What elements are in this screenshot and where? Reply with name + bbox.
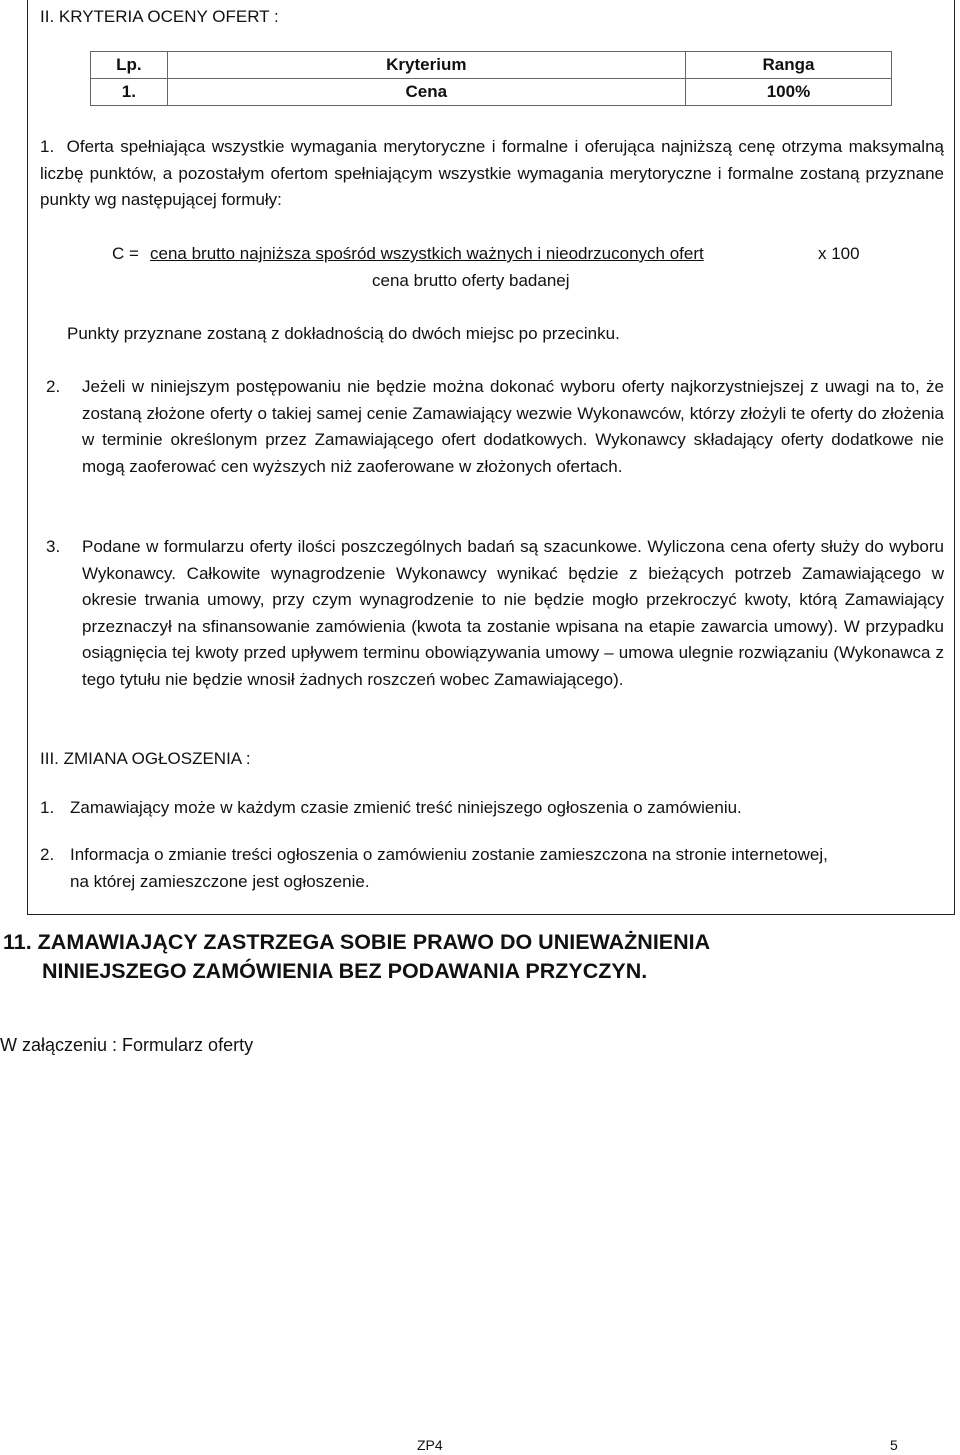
paragraph-1 [40,134,944,214]
header-ranga: Ranga [685,52,891,79]
cell-lp: 1. [91,79,168,106]
criteria-table [90,51,892,106]
section-2-title: II. KRYTERIA OCENY OFERT : [40,7,279,26]
cell-ranga: 100% [685,79,891,106]
table-header-row [91,52,892,79]
formula-denominator: cena brutto oferty badanej [372,271,570,290]
table-row [91,79,892,106]
paragraph-3-text: Podane w formularzu oferty ilości poszczególnych badań są szacunkowe. Wyliczona cena oferty służy do wyboru Wykonawcy. Całkowite wynagrodzenie Wykonawcy wynikać będzie z bieżących potrzeb Zamawiającego w okresie trwania umowy, przy czym wynagrodzenie to nie będzie mogło przekroczyć kwoty, którą Zamawiający przeznaczył na sfinansowanie zamówienia (kwota ta zostanie wpisana na etapie zawarcia umowy). W przypadku osiągnięcia tej kwoty przed upływem terminu obowiązywania umowy – umowa ulegnie rozwiązaniu (Wykonawca z tego tytułu nie będzie wnosił żadnych roszczeń wobec Zamawiającego). [82,537,944,689]
cell-kryterium: Cena [167,79,685,106]
attachment-note: W załączeniu : Formularz oferty [0,1035,254,1055]
footer-code: ZP4 [417,1437,443,1453]
section-3-item-1-text: Zamawiający może w każdym czasie zmienić treść niniejszego ogłoszenia o zamówieniu. [70,798,742,817]
paragraph-3-number: 3. [46,537,61,556]
formula-multiplier: x 100 [818,244,860,263]
paragraph-2 [46,374,944,480]
cancellation-clause-line-2: NINIEJSZEGO ZAMÓWIENIA BEZ PODAWANIA PRZYCZYN. [42,959,648,983]
paragraph-1-number: 1. [40,137,55,156]
header-lp: Lp. [91,52,168,79]
paragraph-2-number: 2. [46,377,61,396]
precision-note: Punkty przyznane zostaną z dokładnością do dwóch miejsc po przecinku. [67,324,620,343]
cancellation-clause-line-1: 11. ZAMAWIAJĄCY ZASTRZEGA SOBIE PRAWO DO UNIEWAŻNIENIA [3,930,711,954]
paragraph-1-text: Oferta spełniająca wszystkie wymagania merytoryczne i formalne i oferująca najniższą cenę otrzyma maksymalną liczbę punktów, a pozostałym ofertom spełniającym wszystkie wymagania merytoryczne i formalne zostaną przyznane punkty wg następującej formuły: [40,137,944,209]
section-3-item-1 [40,795,944,822]
header-kryterium: Kryterium [167,52,685,79]
section-3-item-2-number: 2. [40,845,55,864]
cancellation-clause [3,928,710,986]
section-3-item-2 [40,842,850,895]
section-3-title: III. ZMIANA OGŁOSZENIA : [40,749,251,768]
formula-prefix: C = [112,244,139,263]
section-3-item-1-number: 1. [40,798,55,817]
section-3-item-2-text: Informacja o zmianie treści ogłoszenia o zamówieniu zostanie zamieszczona na stronie internetowej, na której zamieszczone jest ogłoszenie. [70,845,828,891]
formula-numerator: cena brutto najniższa spośród wszystkich ważnych i nieodrzuconych ofert [150,244,704,263]
page-number: 5 [890,1437,898,1453]
paragraph-3 [46,534,944,693]
paragraph-2-text: Jeżeli w niniejszym postępowaniu nie będzie można dokonać wyboru oferty najkorzystniejszej z uwagi na to, że zostaną złożone oferty o takiej samej cenie Zamawiający wezwie Wykonawców, którzy złożyli te oferty do złożenia w terminie określonym przez Zamawiającego ofert dodatkowych. Wykonawcy składający oferty dodatkowe nie mogą zaoferować cen wyższych niż zaoferowane w złożonych ofertach. [82,377,944,476]
